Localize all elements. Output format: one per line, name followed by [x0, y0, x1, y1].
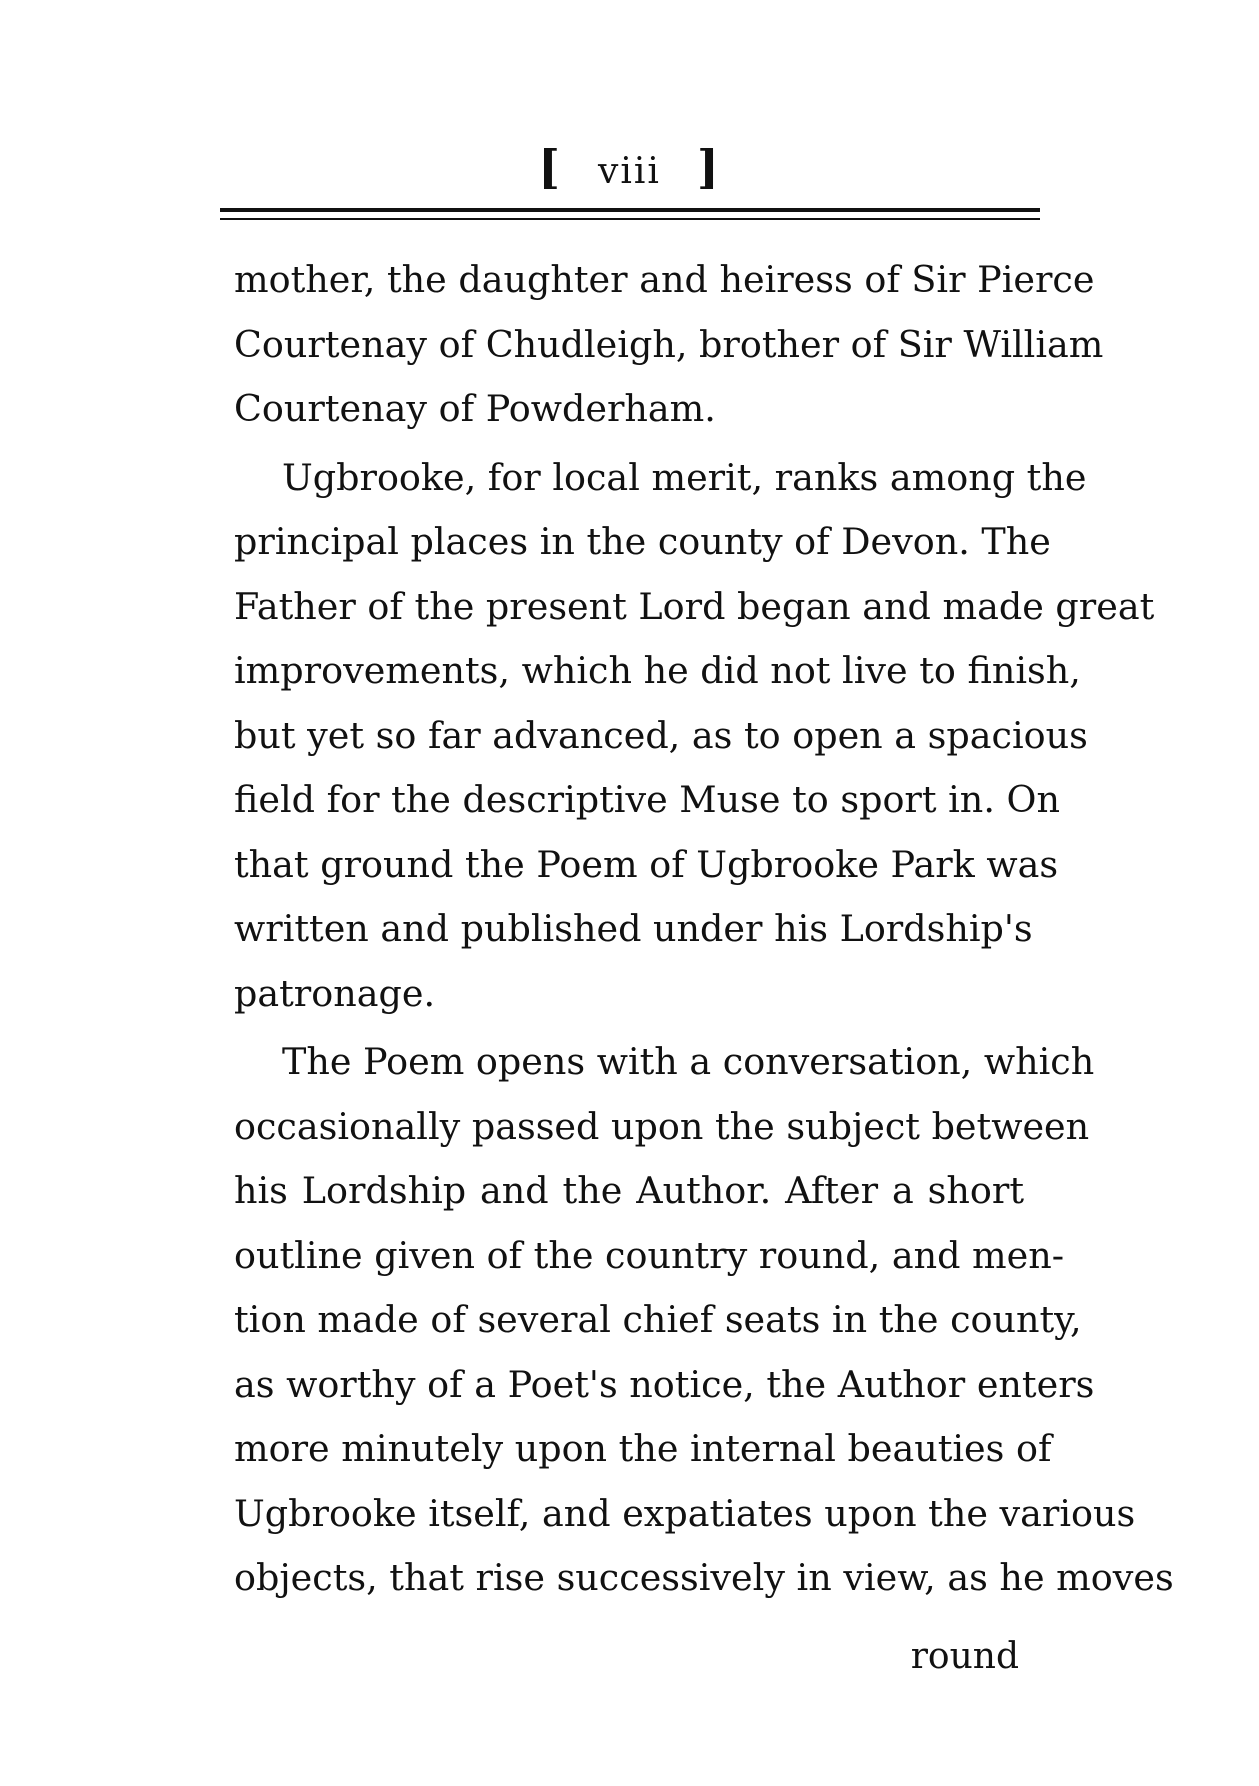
text-line: Courtenay of Powderham. [234, 387, 716, 430]
text-line: that ground the Poem of Ugbrooke Park was [234, 842, 1059, 886]
header-open-bracket: [ [538, 140, 563, 194]
page-number: viii [598, 151, 661, 192]
header-close-bracket: ] [696, 140, 721, 194]
text-line: Ugbrooke itself, and expatiates upon the various [234, 1491, 1136, 1535]
text-line: occasionally passed upon the subject between [234, 1104, 1090, 1148]
text-line: as worthy of a Poet's notice, the Author enters [234, 1362, 1095, 1406]
text-line: Courtenay of Chudleigh, brother of Sir William [234, 322, 1104, 366]
body-text [234, 248, 1174, 1611]
text-line: his Lordship and the Author. After a short [234, 1169, 1024, 1212]
text-line: objects, that rise successively in view, as he moves [234, 1556, 1174, 1599]
text-line: tion made of several chief seats in the county, [234, 1298, 1082, 1341]
text-line: The Poem opens with a conversation, which [282, 1040, 1095, 1083]
text-line: Ugbrooke, for local merit, ranks among the [282, 455, 1087, 499]
text-line: improvements, which he did not live to finish, [234, 649, 1081, 692]
catchword: round [910, 1636, 1019, 1677]
text-line: outline given of the country round, and men- [234, 1233, 1065, 1277]
text-line: field for the descriptive Muse to sport in. On [234, 778, 1060, 821]
text-line: principal places in the county of Devon. The [234, 520, 1051, 563]
header-rule-thick [220, 208, 1040, 212]
text-line: but yet so far advanced, as to open a spacious [234, 713, 1088, 757]
text-line: mother, the daughter and heiress of Sir Pierce [234, 258, 1095, 301]
header-rule-thin [220, 218, 1040, 220]
page-header [0, 140, 1259, 194]
text-line: more minutely upon the internal beauties of [234, 1427, 1052, 1470]
text-line: written and published under his Lordship's [234, 907, 1033, 950]
text-line: Father of the present Lord began and made great [234, 584, 1155, 628]
text-line: patronage. [234, 971, 436, 1015]
